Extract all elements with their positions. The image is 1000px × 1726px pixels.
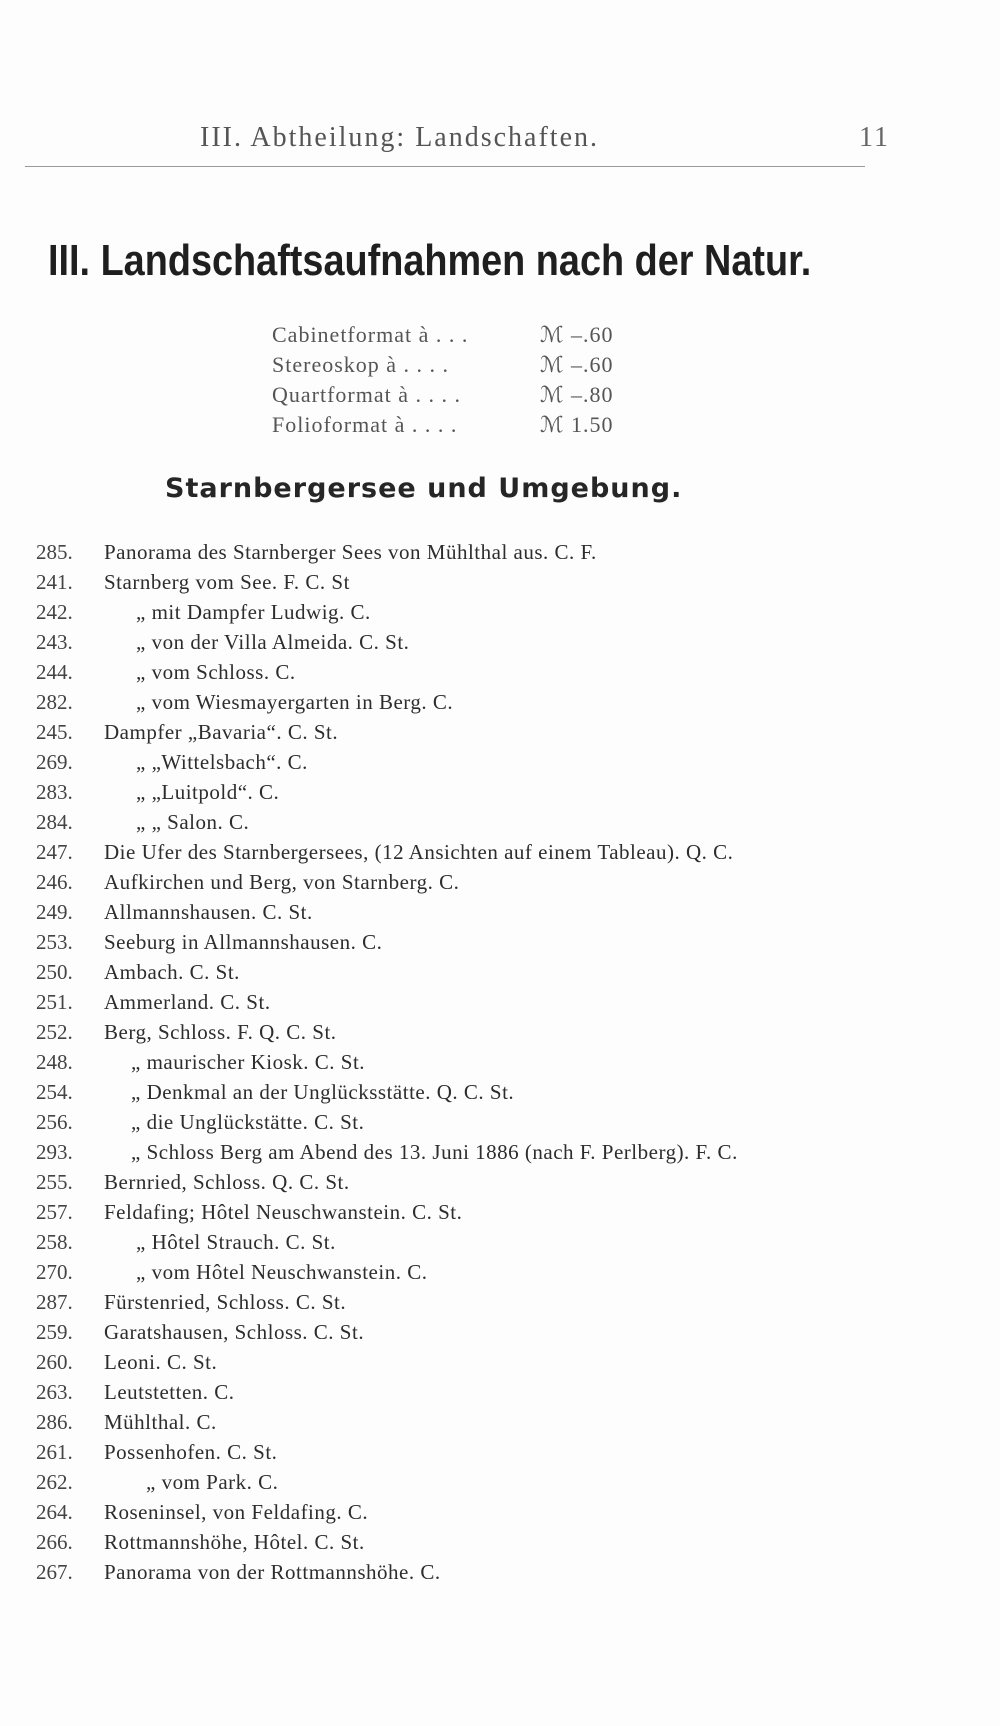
entry-text: Possenhofen. C. St. bbox=[104, 1440, 278, 1464]
entry-text: „ Denkmal an der Unglücksstätte. Q. C. St. bbox=[131, 1080, 515, 1104]
price-row bbox=[272, 412, 632, 442]
entry-text: „ Schloss Berg am Abend des 13. Juni 1886 (nach F. Perlberg). F. C. bbox=[131, 1140, 738, 1164]
entry-number: 264. bbox=[36, 1500, 73, 1524]
entry-number: 269. bbox=[36, 750, 73, 774]
entry-number: 253. bbox=[36, 930, 73, 954]
catalog-entry bbox=[36, 1050, 936, 1080]
catalog-entry bbox=[36, 1140, 936, 1170]
entry-text: Leoni. C. St. bbox=[104, 1350, 218, 1374]
entry-text: Bernried, Schloss. Q. C. St. bbox=[104, 1170, 350, 1194]
entry-text: „ vom Hôtel Neuschwanstein. C. bbox=[136, 1260, 428, 1284]
catalog-entry bbox=[36, 1470, 936, 1500]
catalog-entry bbox=[36, 570, 936, 600]
entry-number: 251. bbox=[36, 990, 73, 1014]
catalog-entry bbox=[36, 1230, 936, 1260]
entry-number: 263. bbox=[36, 1380, 73, 1404]
catalog-entry bbox=[36, 1290, 936, 1320]
entry-text: Mühlthal. C. bbox=[104, 1410, 217, 1434]
entry-text: Feldafing; Hôtel Neuschwanstein. C. St. bbox=[104, 1200, 463, 1224]
entry-number: 283. bbox=[36, 780, 73, 804]
price-value: ℳ –.60 bbox=[540, 352, 614, 377]
running-title: III. Abtheilung: Landschaften. bbox=[200, 122, 600, 153]
entry-number: 244. bbox=[36, 660, 73, 684]
entry-text: Die Ufer des Starnbergersees, (12 Ansichten auf einem Tableau). Q. C. bbox=[104, 840, 734, 864]
price-value: ℳ –.80 bbox=[540, 382, 614, 407]
entry-text: Roseninsel, von Feldafing. C. bbox=[104, 1500, 369, 1524]
catalog-entry bbox=[36, 750, 936, 780]
entry-number: 254. bbox=[36, 1080, 73, 1104]
entry-text: „ mit Dampfer Ludwig. C. bbox=[136, 600, 371, 624]
price-format-label: Quartformat à . . . . bbox=[272, 382, 461, 407]
catalog-entry bbox=[36, 1380, 936, 1410]
entry-number: 260. bbox=[36, 1350, 73, 1374]
entry-number: 245. bbox=[36, 720, 73, 744]
catalog-entry bbox=[36, 1530, 936, 1560]
entry-number: 267. bbox=[36, 1560, 73, 1584]
entry-text: Starnberg vom See. F. C. St bbox=[104, 570, 350, 594]
entry-list bbox=[36, 540, 936, 1590]
catalog-entry bbox=[36, 960, 936, 990]
catalog-entry bbox=[36, 780, 936, 810]
entry-number: 252. bbox=[36, 1020, 73, 1044]
entry-text: Dampfer „Bavaria“. C. St. bbox=[104, 720, 339, 744]
entry-text: Seeburg in Allmannshausen. C. bbox=[104, 930, 383, 954]
entry-number: 250. bbox=[36, 960, 73, 984]
entry-text: Leutstetten. C. bbox=[104, 1380, 235, 1404]
catalog-entry bbox=[36, 1200, 936, 1230]
catalog-entry bbox=[36, 1110, 936, 1140]
entry-number: 258. bbox=[36, 1230, 73, 1254]
catalog-entry bbox=[36, 1440, 936, 1470]
catalog-entry bbox=[36, 1350, 936, 1380]
entry-number: 249. bbox=[36, 900, 73, 924]
catalog-entry bbox=[36, 1170, 936, 1200]
catalog-entry bbox=[36, 810, 936, 840]
catalog-entry bbox=[36, 1410, 936, 1440]
section-title: III. Landschaftsaufnahmen nach der Natur. bbox=[48, 236, 812, 285]
entry-number: 246. bbox=[36, 870, 73, 894]
catalog-entry bbox=[36, 1500, 936, 1530]
entry-text: Allmannshausen. C. St. bbox=[104, 900, 313, 924]
catalog-entry bbox=[36, 990, 936, 1020]
entry-number: 261. bbox=[36, 1440, 73, 1464]
price-format-label: Cabinetformat à . . . bbox=[272, 322, 469, 347]
catalog-entry bbox=[36, 1260, 936, 1290]
entry-number: 257. bbox=[36, 1200, 73, 1224]
catalog-entry bbox=[36, 870, 936, 900]
entry-text: Berg, Schloss. F. Q. C. St. bbox=[104, 1020, 337, 1044]
entry-text: Rottmannshöhe, Hôtel. C. St. bbox=[104, 1530, 365, 1554]
entry-number: 284. bbox=[36, 810, 73, 834]
entry-text: „ maurischer Kiosk. C. St. bbox=[131, 1050, 366, 1074]
catalog-entry bbox=[36, 840, 936, 870]
entry-number: 270. bbox=[36, 1260, 73, 1284]
catalog-entry bbox=[36, 600, 936, 630]
entry-number: 266. bbox=[36, 1530, 73, 1554]
price-format-label: Folioformat à . . . . bbox=[272, 412, 458, 437]
entry-text: „ „Luitpold“. C. bbox=[136, 780, 280, 804]
price-row bbox=[272, 382, 632, 412]
entry-text: „ vom Park. C. bbox=[146, 1470, 279, 1494]
entry-number: 282. bbox=[36, 690, 73, 714]
entry-number: 243. bbox=[36, 630, 73, 654]
entry-text: Ammerland. C. St. bbox=[104, 990, 271, 1014]
entry-number: 286. bbox=[36, 1410, 73, 1434]
entry-number: 247. bbox=[36, 840, 73, 864]
price-format-label: Stereoskop à . . . . bbox=[272, 352, 450, 377]
entry-number: 262. bbox=[36, 1470, 73, 1494]
entry-number: 255. bbox=[36, 1170, 73, 1194]
price-value: ℳ –.60 bbox=[540, 322, 614, 347]
entry-text: „ die Unglückstätte. C. St. bbox=[131, 1110, 365, 1134]
entry-text: „ vom Wiesmayergarten in Berg. C. bbox=[136, 690, 454, 714]
entry-text: „ „Wittelsbach“. C. bbox=[136, 750, 308, 774]
entry-number: 248. bbox=[36, 1050, 73, 1074]
catalog-entry bbox=[36, 540, 936, 570]
entry-number: 285. bbox=[36, 540, 73, 564]
catalog-entry bbox=[36, 630, 936, 660]
entry-number: 242. bbox=[36, 600, 73, 624]
price-row bbox=[272, 322, 632, 352]
entry-number: 256. bbox=[36, 1110, 73, 1134]
catalog-entry bbox=[36, 1080, 936, 1110]
catalog-entry bbox=[36, 1320, 936, 1350]
entry-text: „ von der Villa Almeida. C. St. bbox=[136, 630, 410, 654]
price-value: ℳ 1.50 bbox=[540, 412, 614, 437]
catalog-entry bbox=[36, 660, 936, 690]
entry-text: Aufkirchen und Berg, von Starnberg. C. bbox=[104, 870, 460, 894]
entry-text: „ vom Schloss. C. bbox=[136, 660, 296, 684]
entry-text: Panorama von der Rottmannshöhe. C. bbox=[104, 1560, 441, 1584]
catalog-entry bbox=[36, 690, 936, 720]
entry-text: Ambach. C. St. bbox=[104, 960, 240, 984]
entry-number: 287. bbox=[36, 1290, 73, 1314]
catalog-entry bbox=[36, 930, 936, 960]
subsection-title: Starnbergersee und Umgebung. bbox=[165, 473, 683, 504]
entry-text: „ „ Salon. C. bbox=[136, 810, 250, 834]
price-list bbox=[272, 322, 632, 442]
catalog-entry bbox=[36, 1020, 936, 1050]
catalog-entry bbox=[36, 1560, 936, 1590]
entry-text: Garatshausen, Schloss. C. St. bbox=[104, 1320, 365, 1344]
page-number: 11 bbox=[859, 122, 890, 153]
entry-number: 241. bbox=[36, 570, 73, 594]
entry-text: Panorama des Starnberger Sees von Mühlthal aus. C. F. bbox=[104, 540, 597, 564]
entry-number: 293. bbox=[36, 1140, 73, 1164]
entry-text: „ Hôtel Strauch. C. St. bbox=[136, 1230, 336, 1254]
catalog-entry bbox=[36, 900, 936, 930]
price-row bbox=[272, 352, 632, 382]
entry-number: 259. bbox=[36, 1320, 73, 1344]
entry-text: Fürstenried, Schloss. C. St. bbox=[104, 1290, 347, 1314]
catalog-entry bbox=[36, 720, 936, 750]
header-rule bbox=[25, 166, 865, 167]
